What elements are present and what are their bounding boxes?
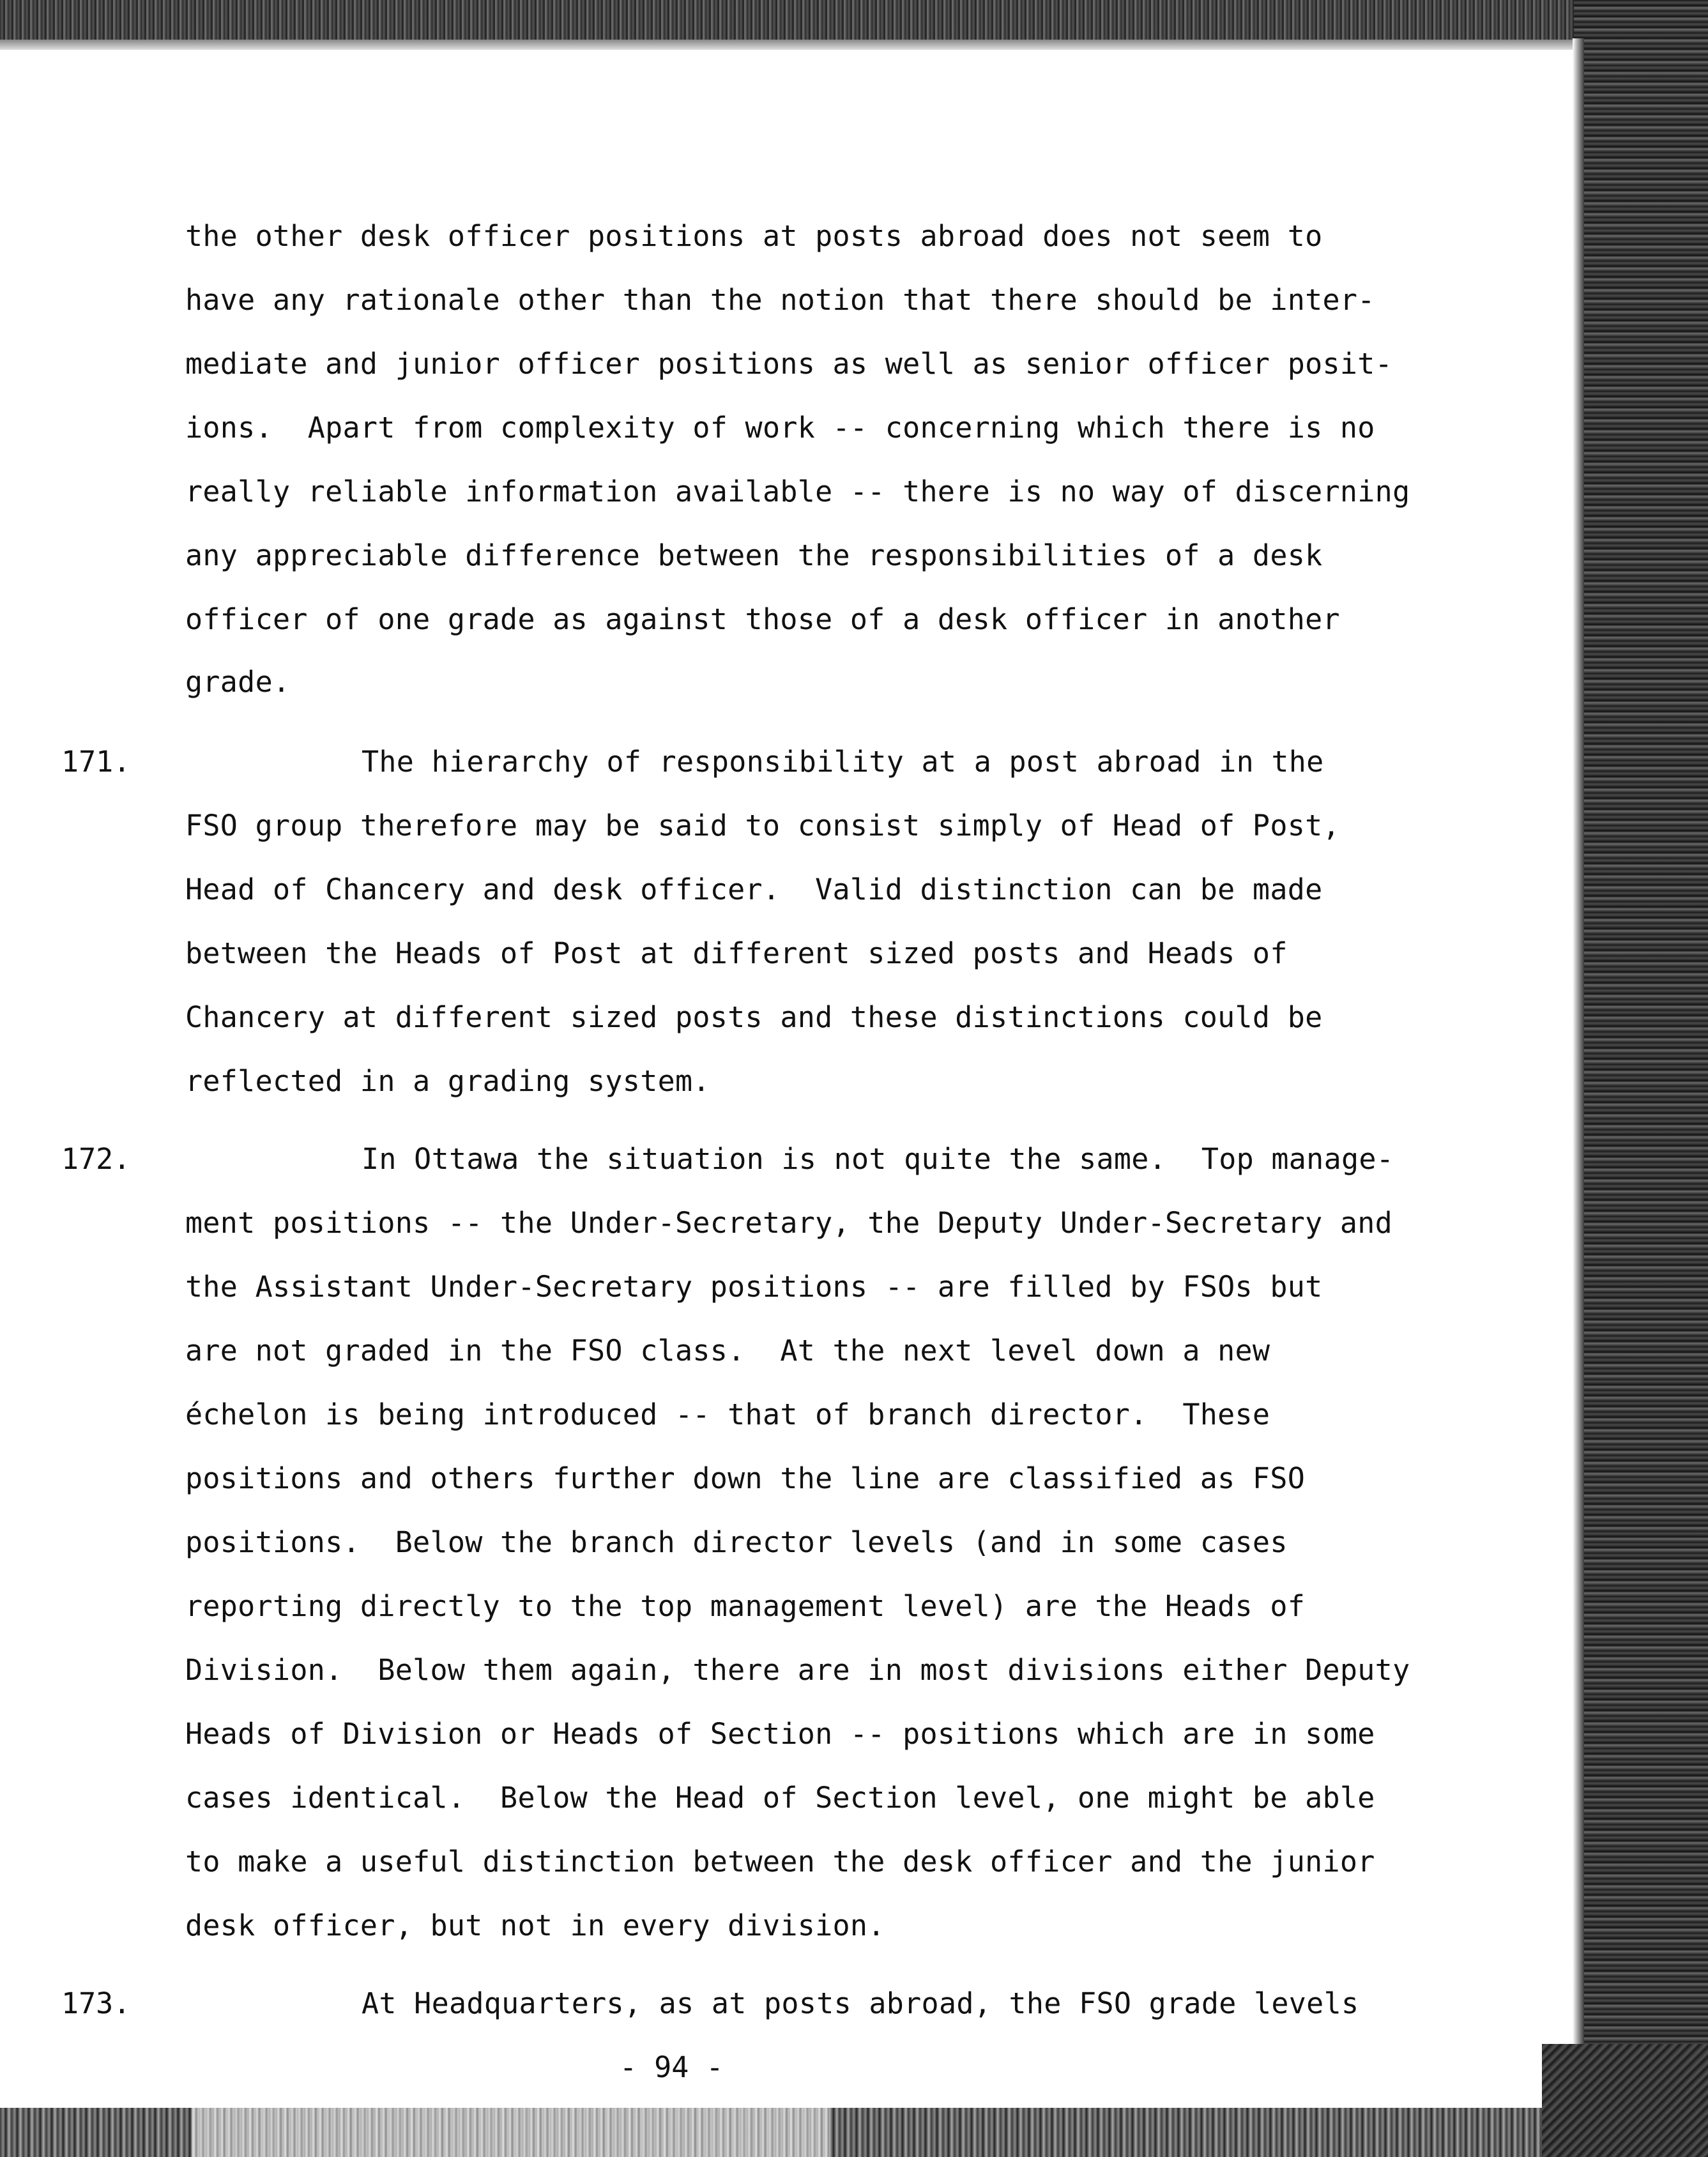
text-line: FSO group therefore may be said to consist simply of Head of Post,	[185, 809, 1340, 842]
text-line: the other desk officer positions at posts abroad does not seem to	[185, 219, 1323, 253]
paragraph-number: 173.	[61, 1986, 131, 2020]
text-line: the Assistant Under-Secretary positions -- are filled by FSOs but	[185, 1270, 1323, 1304]
text-line: really reliable information available -- there is no way of discerning	[185, 475, 1410, 508]
text-line: ions. Apart from complexity of work -- concerning which there is no	[185, 411, 1375, 445]
text-line: Heads of Division or Heads of Section -- positions which are in some	[185, 1717, 1375, 1751]
text-line: At Headquarters, as at posts abroad, the FSO grade levels	[362, 1986, 1359, 2020]
text-line: between the Heads of Post at different sized posts and Heads of	[185, 936, 1288, 970]
text-line: positions. Below the branch director levels (and in some cases	[185, 1525, 1288, 1559]
text-line: cases identical. Below the Head of Section level, one might be able	[185, 1781, 1375, 1815]
scan-edge-right	[1573, 38, 1584, 2069]
text-line: Division. Below them again, there are in most divisions either Deputy	[185, 1653, 1410, 1687]
text-line: have any rationale other than the notion that there should be inter-	[185, 283, 1375, 317]
text-line: desk officer, but not in every division.	[185, 1909, 885, 1942]
scan-border-right	[1574, 0, 1708, 2157]
text-line: Head of Chancery and desk officer. Valid distinction can be made	[185, 873, 1323, 906]
scan-border-bottom-light	[192, 2108, 830, 2157]
text-line: grade.	[185, 665, 291, 699]
text-line: mediate and junior officer positions as well as senior officer posit-	[185, 347, 1393, 381]
text-line: to make a useful distinction between the desk officer and the junior	[185, 1845, 1375, 1879]
text-line: échelon is being introduced -- that of branch director. These	[185, 1398, 1270, 1431]
text-line: are not graded in the FSO class. At the next level down a new	[185, 1334, 1270, 1368]
text-line: Chancery at different sized posts and these distinctions could be	[185, 1000, 1323, 1034]
text-line: The hierarchy of responsibility at a post abroad in the	[362, 745, 1324, 779]
page-number: - 94 -	[620, 2050, 724, 2084]
text-line: any appreciable difference between the responsibilities of a desk	[185, 538, 1323, 572]
text-line: ment positions -- the Under-Secretary, the Deputy Under-Secretary and	[185, 1206, 1393, 1240]
text-line: In Ottawa the situation is not quite the same. Top manage-	[362, 1142, 1394, 1176]
paragraph-number: 172.	[61, 1142, 131, 1176]
text-line: reflected in a grading system.	[185, 1064, 710, 1098]
text-line: positions and others further down the line are classified as FSO	[185, 1461, 1306, 1495]
paragraph-number: 171.	[61, 745, 131, 779]
text-line: officer of one grade as against those of a desk officer in another	[185, 602, 1340, 636]
text-line: reporting directly to the top management level) are the Heads of	[185, 1589, 1306, 1623]
